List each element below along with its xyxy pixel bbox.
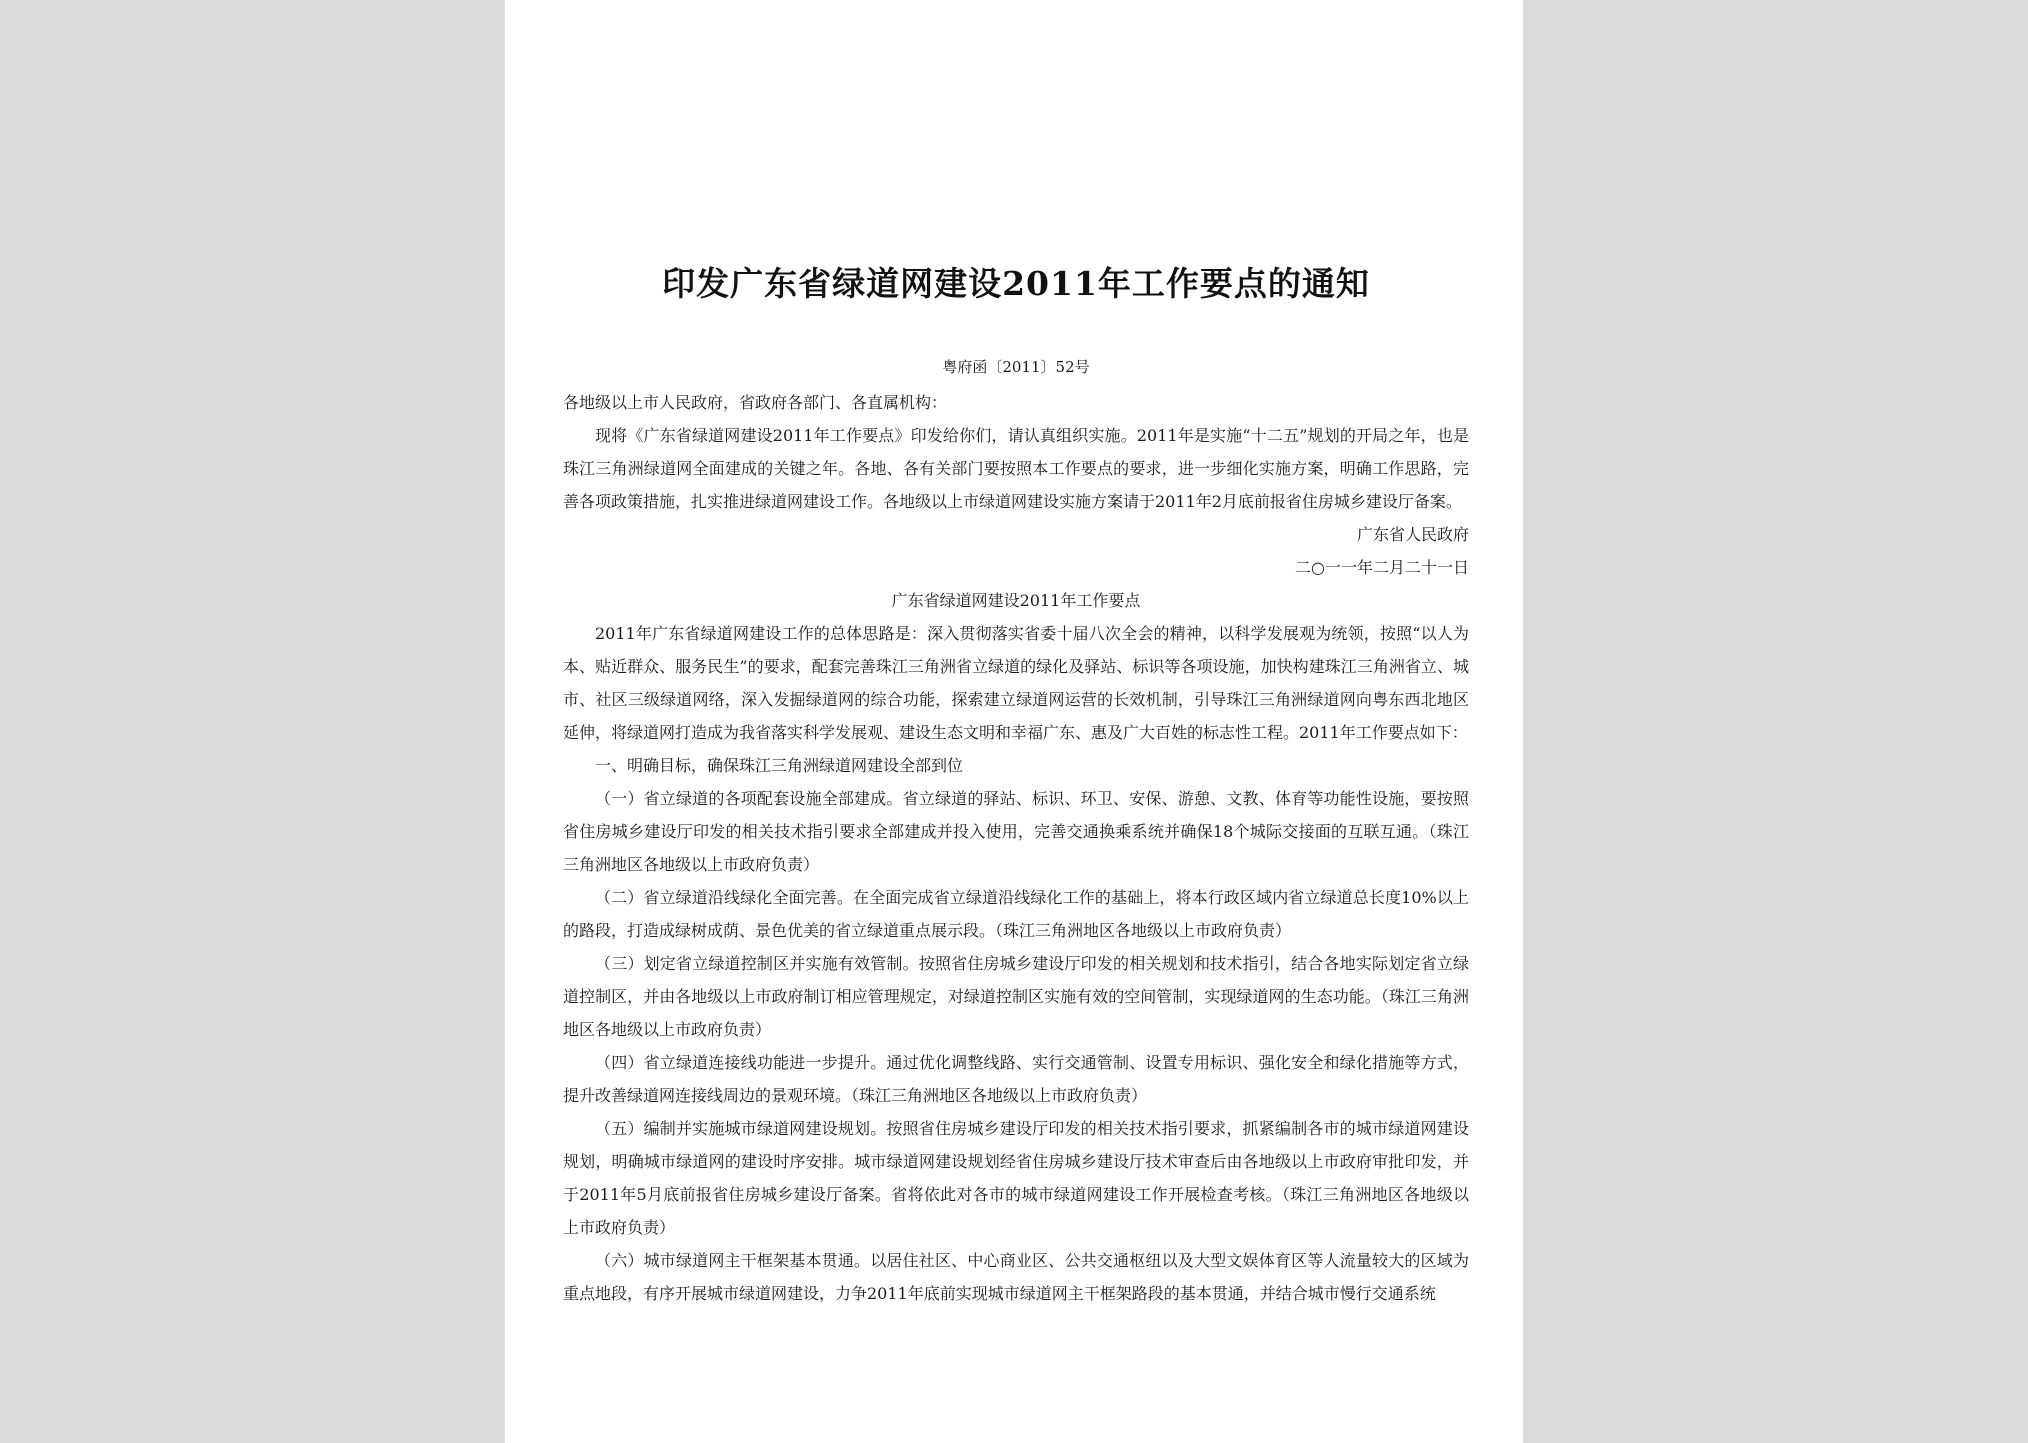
intro-paragraph: 现将《广东省绿道网建设2011年工作要点》印发给你们，请认真组织实施。2011年是实施“十二五”规划的开局之年，也是珠江三角洲绿道网全面建成的关键之年。各地、各有关部门要按照本工作要点的要求，进一步细化实施方案，明确工作思路，完善各项政策措施，扎实推进绿道网建设工作。各地级以上市绿道网建设实施方案请于2011年2月底前报省住房城乡建设厅备案。 bbox=[563, 426, 1469, 511]
signature: 广东省人民政府 bbox=[1356, 525, 1469, 544]
document-page bbox=[505, 0, 1523, 1443]
document-content bbox=[563, 258, 1469, 1310]
document-title: 印发广东省绿道网建设2011年工作要点的通知 bbox=[662, 264, 1370, 303]
list-item: （四）省立绿道连接线功能进一步提升。通过优化调整线路、实行交通管制、设置专用标识、强化安全和绿化措施等方式，提升改善绿道网连接线周边的景观环境。（珠江三角洲地区各地级以上市政府负责） bbox=[563, 1053, 1469, 1105]
attachment-title: 广东省绿道网建设2011年工作要点 bbox=[891, 591, 1141, 610]
overview-paragraph: 2011年广东省绿道网建设工作的总体思路是：深入贯彻落实省委十届八次全会的精神，以科学发展观为统领，按照“以人为本、贴近群众、服务民生”的要求，配套完善珠江三角洲省立绿道的绿化及驿站、标识等各项设施，加快构建珠江三角洲省立、城市、社区三级绿道网络，深入发掘绿道网的综合功能，探索建立绿道网运营的长效机制，引导珠江三角洲绿道网向粤东西北地区延伸，将绿道网打造成为我省落实科学发展观、建设生态文明和幸福广东、惠及广大百姓的标志性工程。2011年工作要点如下： bbox=[563, 624, 1469, 742]
section-heading: 一、明确目标，确保珠江三角洲绿道网建设全部到位 bbox=[595, 756, 964, 775]
addressee: 各地级以上市人民政府，省政府各部门、各直属机构： bbox=[563, 393, 948, 412]
list-item: （五）编制并实施城市绿道网建设规划。按照省住房城乡建设厅印发的相关技术指引要求，抓紧编制各市的城市绿道网建设规划，明确城市绿道网的建设时序安排。城市绿道网建设规划经省住房城乡建设厅技术审查后由各地级以上市政府审批印发，并于2011年5月底前报省住房城乡建设厅备案。省将依此对各市的城市绿道网建设工作开展检查考核。（珠江三角洲地区各地级以上市政府负责） bbox=[563, 1119, 1469, 1237]
list-item: （三）划定省立绿道控制区并实施有效管制。按照省住房城乡建设厅印发的相关规划和技术指引，结合各地实际划定省立绿道控制区，并由各地级以上市政府制订相应管理规定，对绿道控制区实施有效的空间管制，实现绿道网的生态功能。（珠江三角洲地区各地级以上市政府负责） bbox=[563, 954, 1469, 1039]
list-item: （一）省立绿道的各项配套设施全部建成。省立绿道的驿站、标识、环卫、安保、游憩、文教、体育等功能性设施，要按照省住房城乡建设厅印发的相关技术指引要求全部建成并投入使用，完善交通换乘系统并确保18个城际交接面的互联互通。（珠江三角洲地区各地级以上市政府负责） bbox=[563, 789, 1469, 874]
document-number: 粤府函〔2011〕52号 bbox=[942, 358, 1090, 376]
list-item: （六）城市绿道网主干框架基本贯通。以居住社区、中心商业区、公共交通枢纽以及大型文娱体育区等人流量较大的区域为重点地段，有序开展城市绿道网建设，力争2011年底前实现城市绿道网主干框架路段的基本贯通，并结合城市慢行交通系统 bbox=[563, 1251, 1469, 1303]
list-item: （二）省立绿道沿线绿化全面完善。在全面完成省立绿道沿线绿化工作的基础上，将本行政区域内省立绿道总长度10%以上的路段，打造成绿树成荫、景色优美的省立绿道重点展示段。（珠江三角洲地区各地级以上市政府负责） bbox=[563, 888, 1469, 940]
issue-date: 二○一一年二月二十一日 bbox=[1295, 558, 1469, 577]
